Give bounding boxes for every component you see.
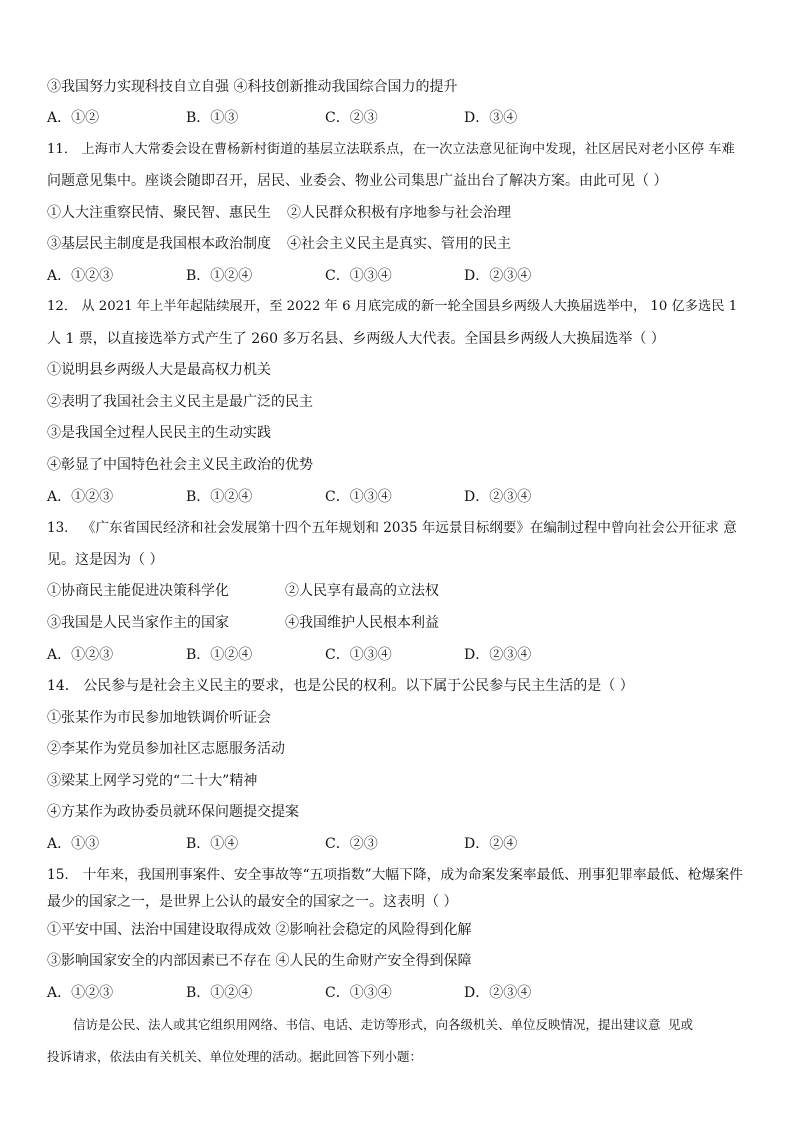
option-c[interactable]: C．①③④ <box>325 985 392 1001</box>
statement-4: ④社会主义民主是真实、管用的民主 <box>287 236 511 252</box>
question-12-statement-3: ③是我国全过程人民民主的生动实践 <box>47 425 271 441</box>
question-15-statements-row1: ①平安中国、法治中国建设取得成效 ②影响社会稳定的风险得到化解 <box>47 922 472 938</box>
option-c[interactable]: C．①③④ <box>325 489 392 505</box>
option-a[interactable]: A．①② <box>47 110 100 126</box>
question-11-options <box>47 266 747 286</box>
question-14-statement-4: ④方某作为政协委员就环保问题提交提案 <box>47 804 299 820</box>
option-d[interactable]: D．②③④ <box>464 985 532 1001</box>
question-12-stem-line2: 人 1 票，以直接选举方式产生了 260 多万名县、乡两级人大代表。全国县乡两级人大换届选举（ ） <box>47 331 665 347</box>
option-d[interactable]: D．②④ <box>464 836 518 852</box>
statement-3: ③我国是人民当家作主的国家 <box>47 615 229 631</box>
option-a[interactable]: A．①②③ <box>47 489 114 505</box>
option-a[interactable]: A．①③ <box>47 836 100 852</box>
question-14-statement-3: ③梁某上网学习党的“二十大”精神 <box>47 773 258 789</box>
question-14-statement-2: ②李某作为党员参加社区志愿服务活动 <box>47 741 285 757</box>
option-a[interactable]: A．①②③ <box>47 985 114 1001</box>
intro-passage-line1: 信访是公民、法人或其它组织用网络、书信、电话、走访等形式，向各级机关、单位反映情况，提出建议意 见或 <box>73 1017 694 1032</box>
option-a[interactable]: A．①②③ <box>47 268 114 284</box>
question-14-statement-1: ①张某作为市民参加地铁调价听证会 <box>47 710 271 726</box>
question-13-stem-line2: 见。这是因为（ ） <box>47 552 164 568</box>
question-12-statement-2: ②表明了我国社会主义民主是最广泛的民主 <box>47 394 313 410</box>
option-d[interactable]: D．③④ <box>464 110 518 126</box>
statement-2: ②人民群众积极有序地参与社会治理 <box>287 205 511 221</box>
statement-line: ③我国努力实现科技自立自强 ④科技创新推动我国综合国力的提升 <box>47 79 458 95</box>
statement-4: ④我国维护人民根本利益 <box>285 615 439 631</box>
option-b[interactable]: B．①③ <box>186 110 239 126</box>
statement-1: ①协商民主能促进决策科学化 <box>47 583 229 599</box>
option-b[interactable]: B．①②④ <box>186 268 253 284</box>
question-12-statement-4: ④彰显了中国特色社会主义民主政治的优势 <box>47 457 313 473</box>
option-a[interactable]: A．①②③ <box>47 647 114 663</box>
options-row <box>47 108 747 128</box>
option-b[interactable]: B．①②④ <box>186 489 253 505</box>
option-c[interactable]: C．②③ <box>325 836 378 852</box>
question-12-options <box>47 487 747 507</box>
question-14-options <box>47 834 747 854</box>
option-b[interactable]: B．①④ <box>186 836 239 852</box>
statement-1: ①人大注重察民情、聚民智、惠民生 <box>47 205 271 221</box>
question-12-statement-1: ①说明县乡两级人大是最高权力机关 <box>47 362 271 378</box>
statement-3: ③基层民主制度是我国根本政治制度 <box>47 236 271 252</box>
question-11-statements-row2 <box>47 234 511 254</box>
option-b[interactable]: B．①②④ <box>186 985 253 1001</box>
option-d[interactable]: D．②③④ <box>464 268 532 284</box>
question-13-statements-row1 <box>47 581 439 601</box>
question-15-statements-row2: ③影响国家安全的内部因素已不存在 ④人民的生命财产安全得到保障 <box>47 953 472 969</box>
question-15-options <box>47 983 747 1003</box>
question-12-stem-line1: 12． 从 2021 年上半年起陆续展开，至 2022 年 6 月底完成的新一轮全国县乡两级人大换届选举中， 10 亿多选民 1 <box>47 299 738 314</box>
statement-2: ②人民享有最高的立法权 <box>285 583 439 599</box>
question-15-stem-line2: 最少的国家之一，是世界上公认的最安全的国家之一。这表明（ ） <box>47 894 458 910</box>
option-c[interactable]: C．①③④ <box>325 647 392 663</box>
question-13-options <box>47 645 747 665</box>
intro-passage-line2: 投诉请求，依法由有关机关、单位处理的活动。据此回答下列小题： <box>47 1049 423 1064</box>
question-13-stem-line1: 13． 《广东省国民经济和社会发展第十四个五年规划和 2035 年远景目标纲要》在编制过程中曾向社会公开征求 意 <box>47 520 737 536</box>
question-11-stem-line1: 11． 上海市人大常委会设在曹杨新村街道的基层立法联系点，在一次立法意见征询中发现，社区居民对老小区停 车难 <box>47 142 735 157</box>
question-13-statements-row2 <box>47 613 439 633</box>
option-b[interactable]: B．①②④ <box>186 647 253 663</box>
question-15-stem-line1: 15． 十年来，我国刑事案件、安全事故等“五项指数”大幅下降，成为命案发案率最低、刑事犯罪率最低、枪爆案件 <box>47 867 743 883</box>
question-11-statements-row1 <box>47 203 511 223</box>
question-11-stem-line2: 问题意见集中。座谈会随即召开，居民、业委会、物业公司集思广益出台了解决方案。由此可见（ ） <box>47 173 668 189</box>
option-d[interactable]: D．②③④ <box>464 647 532 663</box>
question-14-stem: 14． 公民参与是社会主义民主的要求，也是公民的权利。以下属于公民参与民主生活的是（ ） <box>47 678 634 694</box>
option-c[interactable]: C．①③④ <box>325 268 392 284</box>
option-d[interactable]: D．②③④ <box>464 489 532 505</box>
option-c[interactable]: C．②③ <box>325 110 378 126</box>
